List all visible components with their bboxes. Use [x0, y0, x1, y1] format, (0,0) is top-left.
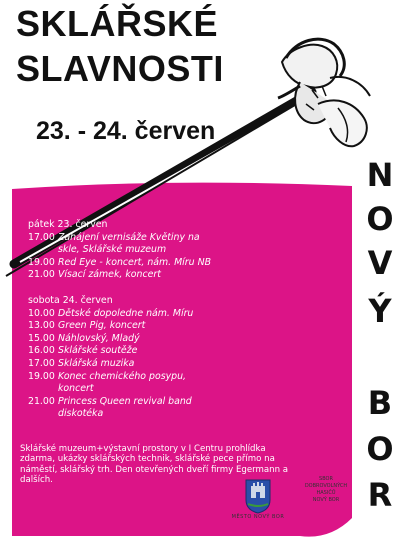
schedule-row: [28, 308, 348, 321]
event-description: Konec chemického posypu,: [58, 370, 186, 382]
schedule-row: [28, 408, 348, 421]
event-time: 13.00: [28, 320, 55, 332]
festival-date: 23. - 24. červen: [36, 117, 216, 145]
schedule-row: [28, 244, 348, 257]
schedule-row: [28, 232, 348, 245]
event-description: Green Pig, koncert: [58, 320, 146, 332]
event-time: 16.00: [28, 345, 55, 357]
event-time: 19.00: [28, 370, 55, 382]
event-time: [28, 408, 58, 421]
event-description: Zahájení vernisáže Květiny na: [58, 231, 200, 243]
footer-note: Sklářské muzeum+výstavní prostory v I Centru prohlídka zdarma, ukázky sklářských technik, sklářské pece přímo na náměstí, sklářský trh. Den otevřených dveří firmy Egermann a dalších.: [20, 444, 289, 486]
event-description: diskotéka: [58, 408, 104, 420]
city-letter: B: [367, 384, 393, 422]
town-logo-caption: MĚSTO NOVÝ BOR: [231, 514, 285, 520]
event-time: 19.00: [28, 256, 55, 268]
cherub-glassblower-figure: [278, 39, 370, 146]
festival-title-line-2: SLAVNOSTI: [16, 48, 224, 89]
event-time: 15.00: [28, 332, 55, 344]
schedule-row: [28, 383, 348, 396]
event-description: Red Eye - koncert, nám. Míru NB: [58, 256, 212, 268]
schedule-row: [28, 371, 348, 384]
city-letter: R: [367, 476, 393, 514]
schedule-row: [28, 269, 348, 282]
event-description: skle, Sklářské muzeum: [58, 244, 167, 256]
town-logo: [226, 478, 290, 520]
event-time: 21.00: [28, 395, 55, 407]
city-letter: O: [366, 430, 394, 468]
schedule-row: [28, 257, 348, 270]
schedule-row: [28, 320, 348, 333]
fire-brigade-caption: SBOR DOBROVOLNÝCH HASIČŮ NOVÝ BOR: [304, 476, 348, 503]
event-description: Vísací zámek, koncert: [58, 269, 161, 281]
festival-title-line-1: SKLÁŘSKÉ: [16, 3, 219, 44]
schedule-row: [28, 345, 348, 358]
city-letter: V: [367, 244, 393, 282]
event-description: Sklářské soutěže: [58, 345, 138, 357]
event-time: 17.00: [28, 231, 55, 243]
city-letter: O: [366, 200, 394, 238]
schedule-row: [28, 358, 348, 371]
day-heading: pátek 23. červen: [28, 219, 108, 230]
program-schedule: [28, 219, 348, 421]
fire-brigade-logo: [298, 474, 354, 524]
event-description: Sklářská muzika: [58, 357, 135, 369]
event-time: 21.00: [28, 269, 55, 281]
event-description: Dětské dopoledne nám. Míru: [58, 307, 194, 319]
schedule-row: [28, 333, 348, 346]
event-description: koncert: [58, 383, 94, 395]
day-heading: sobota 24. červen: [28, 294, 113, 306]
event-time: 10.00: [28, 307, 55, 319]
event-description: Princess Queen revival band: [58, 395, 192, 407]
event-time: 17.00: [28, 357, 55, 369]
event-time: [28, 244, 58, 257]
city-letter: Ý: [368, 292, 392, 330]
schedule-row: [28, 396, 348, 409]
event-description: Náhlovský, Mladý: [58, 332, 140, 344]
city-letter: N: [366, 156, 394, 194]
coat-of-arms-icon: [226, 478, 290, 514]
event-time: [28, 383, 58, 396]
